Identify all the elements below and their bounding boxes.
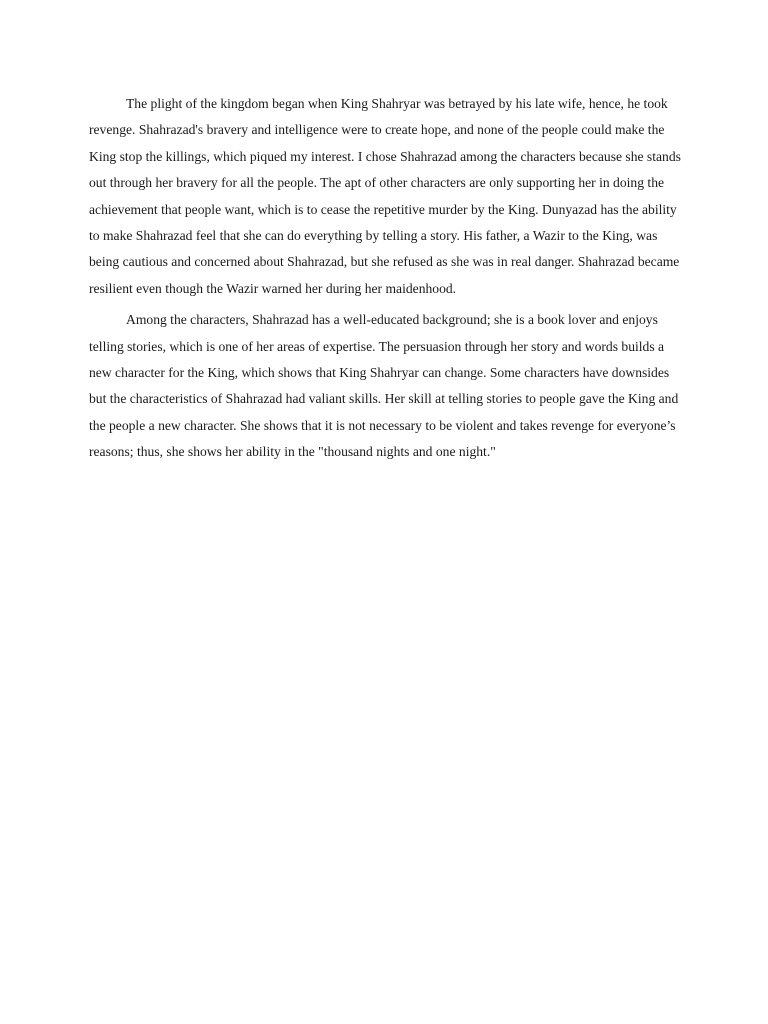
- document-body: [89, 91, 689, 466]
- paragraph-1: The plight of the kingdom began when King Shahryar was betrayed by his late wife, hence, he took revenge. Shahrazad's bravery and intelligence were to create hope, and none of the people could make the King stop the killings, which piqued my interest. I chose Shahrazad among the characters because she stands out through her bravery for all the people. The apt of other characters are only supporting her in doing the achievement that people want, which is to cease the repetitive murder by the King. Dunyazad has the ability to make Shahrazad feel that she can do everything by telling a story. His father, a Wazir to the King, was being cautious and concerned about Shahrazad, but she refused as she was in real danger. Shahrazad became resilient even though the Wazir warned her during her maidenhood.: [89, 96, 681, 296]
- paragraph-2: Among the characters, Shahrazad has a well-educated background; she is a book lover and enjoys telling stories, which is one of her areas of expertise. The persuasion through her story and words builds a new character for the King, which shows that King Shahryar can change. Some characters have downsides but the characteristics of Shahrazad had valiant skills. Her skill at telling stories to people gave the King and the people a new character. She shows that it is not necessary to be violent and takes revenge for everyone’s reasons; thus, she shows her ability in the "thousand nights and one night.": [89, 312, 679, 460]
